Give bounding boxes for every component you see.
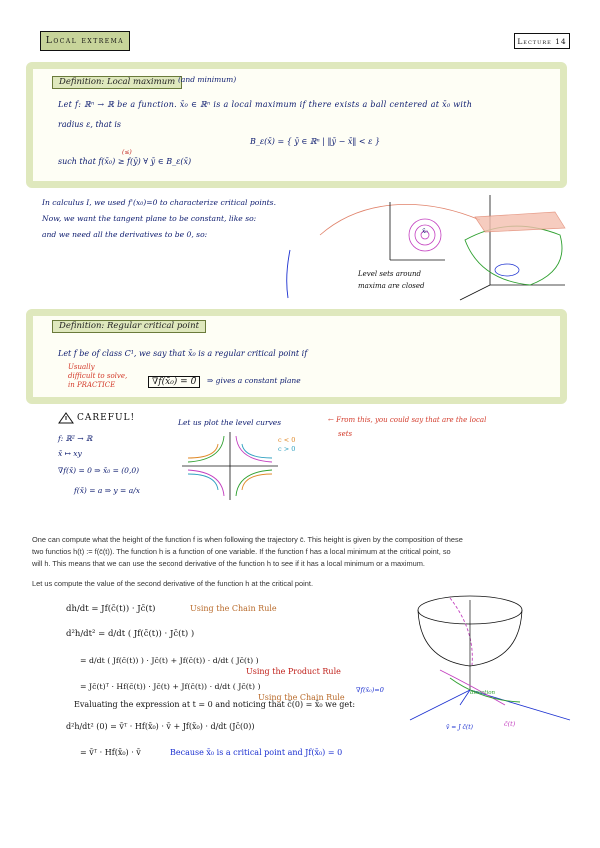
careful-map1: f: ℝ² → ℝ (58, 434, 93, 443)
bowl-figure (390, 590, 580, 740)
level-curves-plot (180, 430, 280, 502)
eq3: = d/dt ( Jf(c̄(t)) ) · Jc̄(t) + Jf(c̄(t)) · d/dt ( Jc̄(t) ) (80, 656, 259, 665)
warning-icon (58, 412, 74, 424)
eq4: = Jc̄(t)ᵀ · Hf(c̄(t)) · Jc̄(t) + Jf(c̄(t)) · d/dt ( Jc̄(t) ) (80, 682, 261, 691)
body-line-2: two functios h(t) := f(c̄(t)). The function h is a function of one variable. If the function f has a local minimum at the critical point, so (32, 547, 451, 556)
body-line-1: One can compute what the height of the function f is when following the trajectory c̄. This height is given by the composition of these (32, 535, 463, 544)
connector-arrow (320, 204, 480, 235)
eq2: d²h/dt² = d/dt ( Jf(c̄(t)) · Jc̄(t) ) (66, 629, 195, 639)
v-label: v̄ = J c̄(t) (446, 724, 473, 731)
c-label: c̄(t) (504, 720, 516, 728)
lecture-label: Lecture 14 (514, 33, 570, 49)
page-title: Local extrema (40, 31, 130, 51)
body-intro: Let us compute the value of the second derivative of the function h at the critical point. (32, 579, 314, 588)
hyperbola-q4-inner (242, 474, 272, 490)
bowl-curve (450, 598, 472, 665)
eq4-note: Using the Chain Rule (258, 693, 345, 702)
careful-title: CAREFUL! (77, 413, 136, 423)
eval-text: Evaluating the expression at t = 0 and noticing that c̄(0) = x̄₀ we get: (74, 700, 356, 709)
direction-label: direction (470, 690, 496, 696)
eq3-note: Using the Product Rule (246, 667, 341, 676)
c-positive-label: c > 0 (278, 445, 296, 453)
eq6-note: Because x̄₀ is a critical point and Jf(x̄₀) = 0 (170, 748, 343, 757)
calc-note-line1: In calculus I, we used f'(x₀)=0 to characterize critical points. (42, 198, 276, 207)
tangent-plane-sketch (280, 190, 580, 305)
hyperbola-q2-inner (188, 444, 218, 458)
eq6: = v̄ᵀ · Hf(x̄₀) · v̄ (80, 748, 141, 757)
practice-note-1: Usually (68, 363, 95, 371)
practice-note-2: difficult to solve, (68, 372, 128, 380)
definition-tag: Definition: Local maximum (52, 76, 182, 89)
critical-result: ⇒ gives a constant plane (207, 376, 301, 385)
level-label-2: maxima are closed (358, 282, 425, 290)
side-note-2: sets (338, 430, 353, 438)
tangent-plane (475, 212, 565, 232)
definition2-tag: Definition: Regular critical point (52, 320, 206, 333)
down-arrow-line (287, 250, 290, 298)
grad-zero-label: ∇f(x̄₀)=0 (356, 686, 384, 694)
def1-line1: Let f: ℝⁿ → ℝ be a function. x̄₀ ∈ ℝⁿ is a local maximum if there exists a ball centered at x̄₀ with (58, 100, 473, 109)
level-label-1: Level sets around (358, 270, 421, 278)
careful-fx: f(x̄) = a ⇒ y = a/x (74, 486, 140, 495)
careful-gradient: ∇f(x̄) = 0 ⇒ x̄₀ = (0,0) (58, 466, 140, 475)
calc-note-line2: Now, we want the tangent plane to be constant, like so: (42, 214, 257, 223)
level-ellipse (495, 264, 519, 276)
level-circle-outer (409, 219, 441, 251)
eq5: d²h/dt² (0) = v̄ᵀ · Hf(x̄₀) · v̄ + Jf(x̄₀) · d/dt (Jc̄(0)) (66, 722, 255, 731)
def1-line2: radius ε, that is (58, 120, 122, 129)
surface-dome (465, 226, 562, 285)
body-line-3: will h. This means that we can use the second derivative of the function h to see if it has a local minimum or a maximum. (32, 559, 425, 568)
side-note-1: ← From this, you could say that are the local (328, 416, 487, 424)
careful-map2: x̄ ↦ xy (58, 449, 82, 458)
def1-line3: such that f(x̄₀) ≥ f(ȳ) ∀ ȳ ∈ B_ε(x̄) (58, 157, 192, 166)
eq1: dh/dt = Jf(c̄(t)) · Jc̄(t) (66, 604, 156, 614)
eq1-note: Using the Chain Rule (190, 604, 277, 613)
calc-note-line3: and we need all the derivatives to be 0, so: (42, 230, 208, 239)
plot-title: Let us plot the level curves (178, 418, 282, 427)
axis-x-3d (460, 285, 490, 300)
x0-label: x̄₀ (422, 228, 428, 235)
definition-tag-note: (and minimum) (178, 75, 237, 84)
practice-note-3: in PRACTICE (68, 381, 116, 389)
critical-equation: ∇f(x̄₀) = 0̄ (148, 376, 200, 388)
hyperbola-q1-inner (242, 444, 272, 458)
c-negative-label: c < 0 (278, 436, 296, 444)
def2-line1: Let f be of class C¹, we say that x̄₀ is a regular critical point if (58, 349, 308, 358)
body-paragraph (32, 534, 577, 570)
ball-definition: B_ε(x̄) = { ȳ ∈ ℝⁿ | ‖ȳ − x̄‖ < ε } (250, 137, 381, 146)
hyperbola-q3-inner (188, 474, 218, 490)
le-mark: (≤) (122, 149, 132, 156)
fig2-axis-x (410, 690, 470, 720)
